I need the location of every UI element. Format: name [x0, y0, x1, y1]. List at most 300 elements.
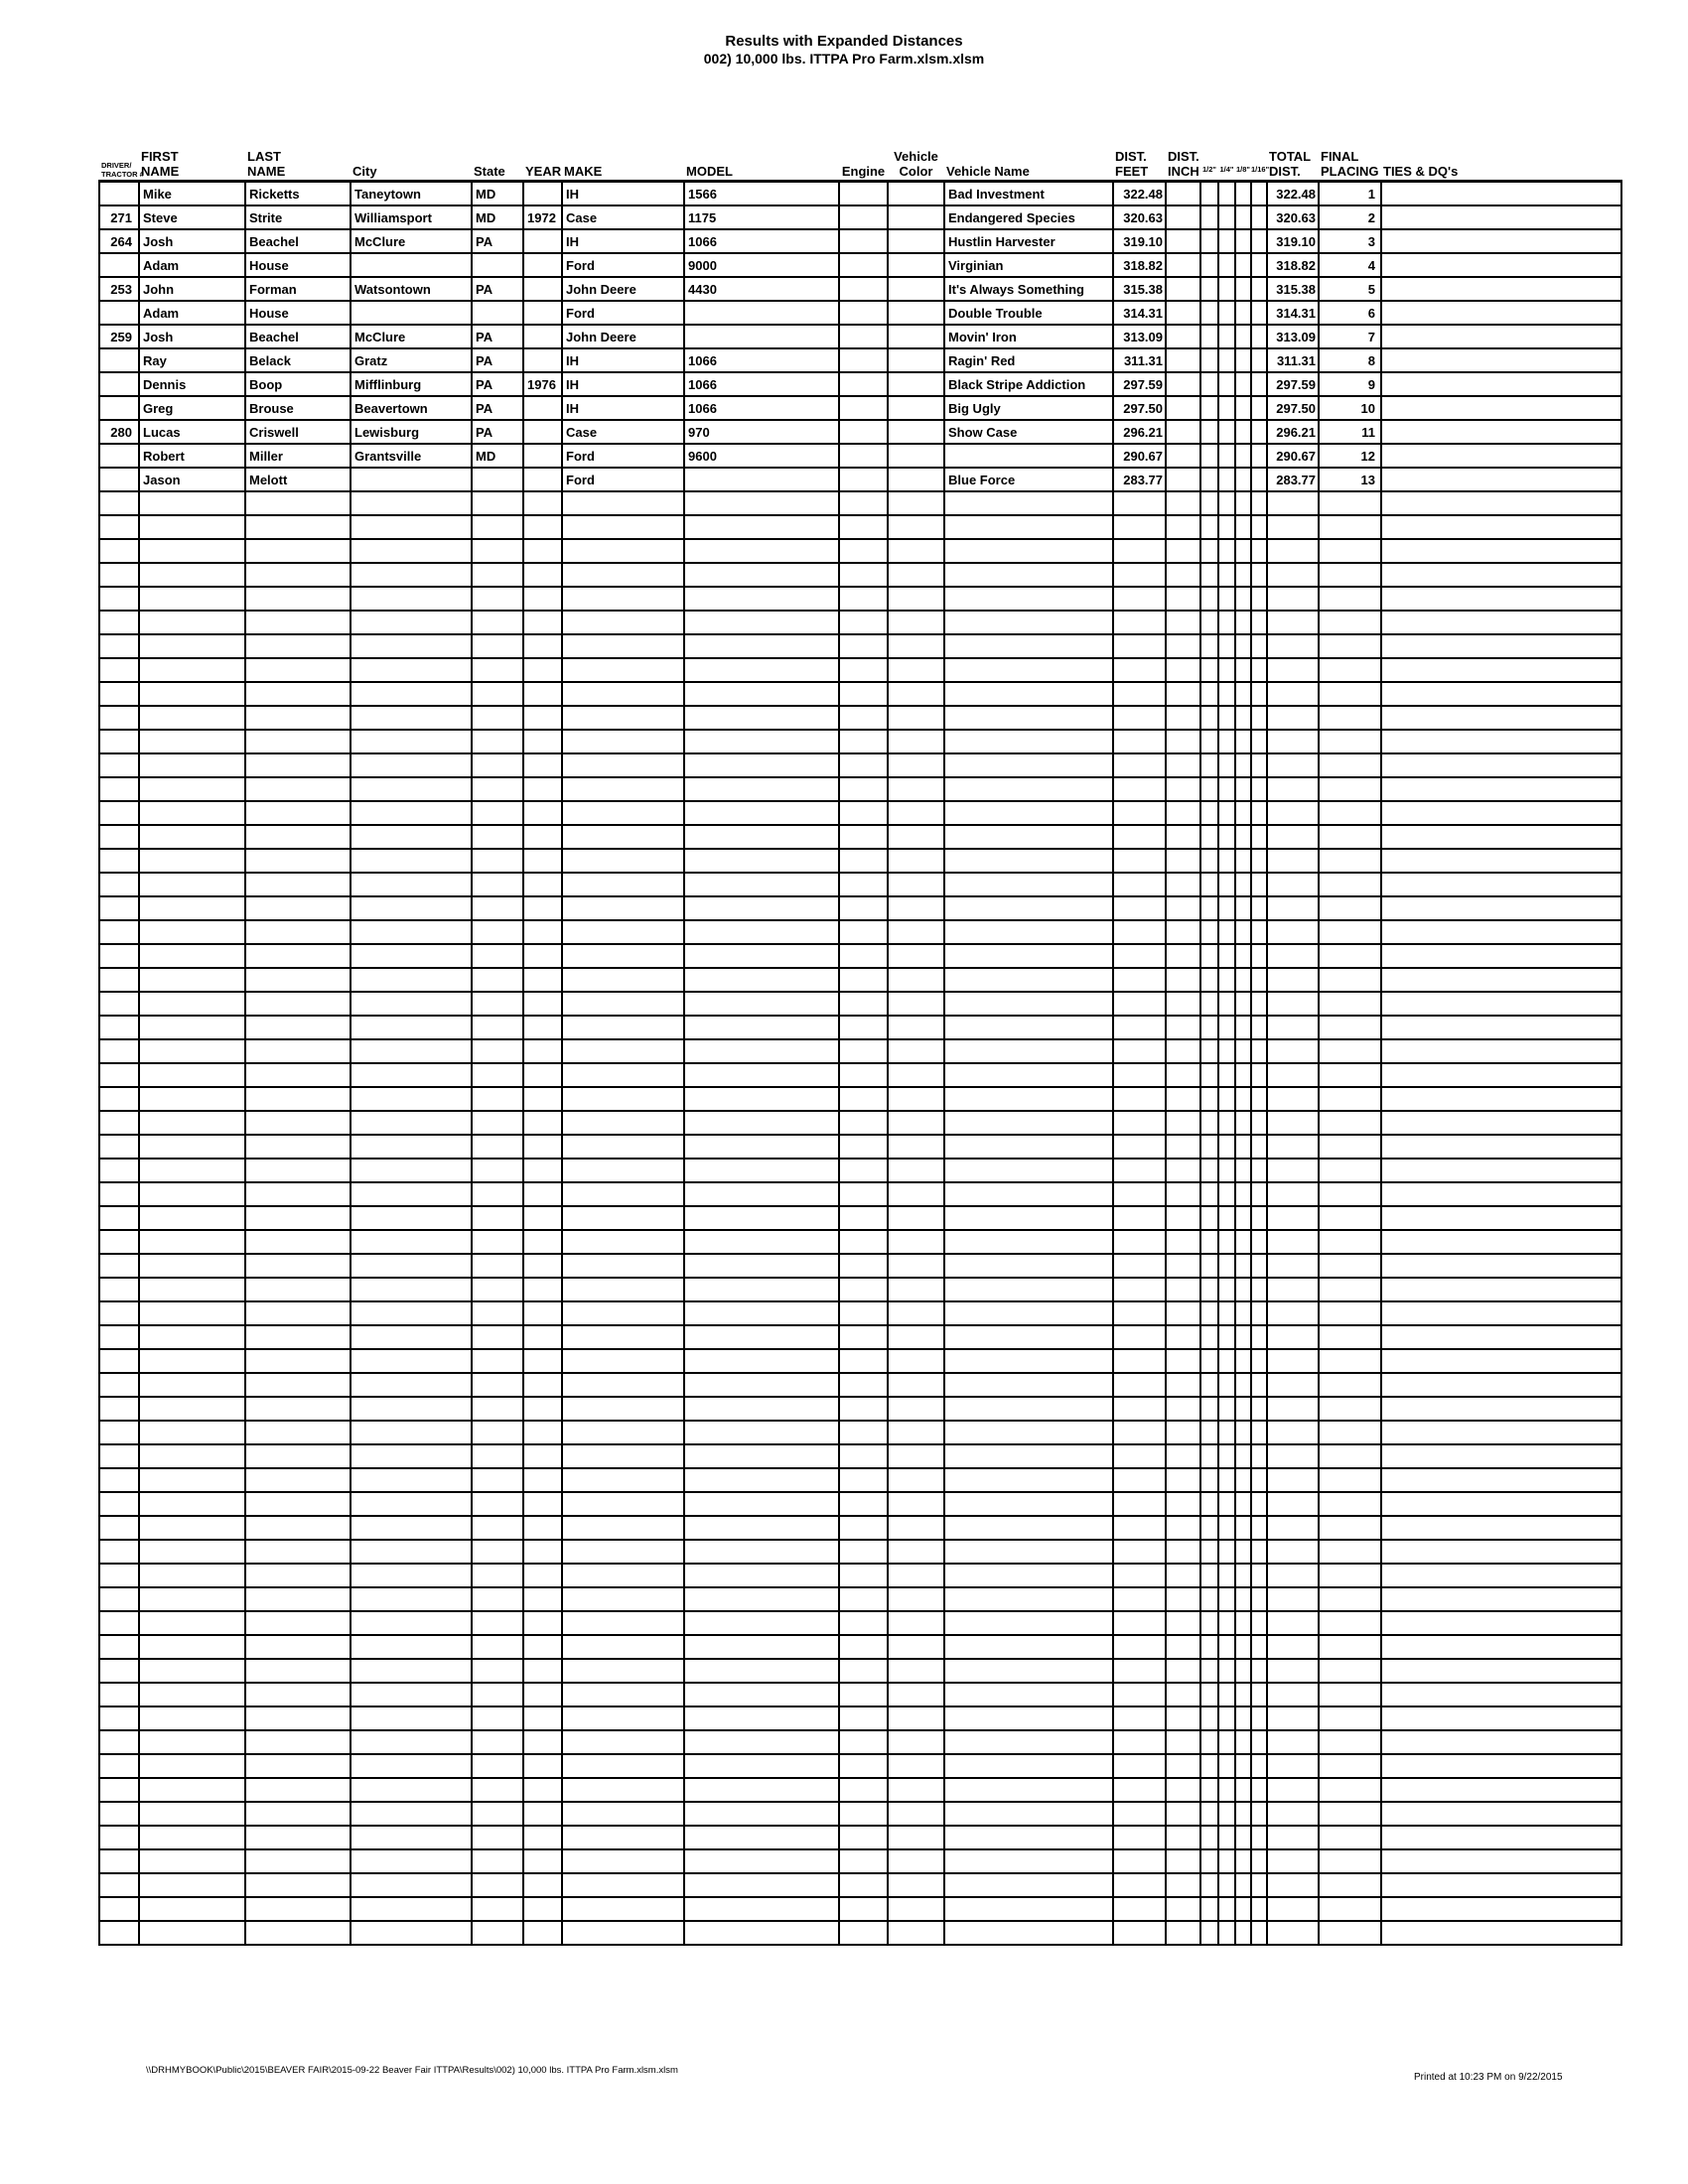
cell-f4: [1218, 1706, 1235, 1730]
cell-state: [472, 1492, 523, 1516]
cell-inch: [1166, 468, 1200, 491]
cell-city: [351, 539, 472, 563]
cell-model: [684, 1873, 839, 1897]
cell-color: [888, 1111, 944, 1135]
cell-inch: [1166, 801, 1200, 825]
cell-f16: [1251, 182, 1267, 206]
cell-placing: [1319, 1826, 1381, 1849]
cell-color: [888, 1039, 944, 1063]
cell-model: [684, 896, 839, 920]
cell-driver: 264: [99, 229, 139, 253]
cell-placing: 10: [1319, 396, 1381, 420]
cell-placing: 6: [1319, 301, 1381, 325]
cell-feet: 314.31: [1113, 301, 1166, 325]
cell-ties: [1381, 1111, 1621, 1135]
cell-state: [472, 539, 523, 563]
cell-driver: [99, 468, 139, 491]
cell-color: [888, 1492, 944, 1516]
cell-f16: [1251, 205, 1267, 229]
cell-state: [472, 301, 523, 325]
cell-inch: [1166, 563, 1200, 587]
cell-make: [562, 1587, 684, 1611]
cell-total: [1267, 1373, 1319, 1397]
cell-state: [472, 682, 523, 706]
cell-state: [472, 1778, 523, 1802]
cell-city: [351, 1802, 472, 1826]
cell-make: Ford: [562, 301, 684, 325]
cell-year: [523, 1016, 562, 1039]
cell-state: [472, 1397, 523, 1421]
cell-feet: [1113, 1468, 1166, 1492]
cell-f2: [1200, 1849, 1218, 1873]
cell-total: [1267, 587, 1319, 611]
cell-make: [562, 920, 684, 944]
cell-make: IH: [562, 182, 684, 206]
cell-f4: [1218, 1135, 1235, 1159]
cell-f2: [1200, 1540, 1218, 1564]
cell-feet: [1113, 801, 1166, 825]
cell-make: [562, 1849, 684, 1873]
cell-state: [472, 658, 523, 682]
cell-f2: [1200, 1611, 1218, 1635]
empty-row: [99, 1778, 1621, 1802]
empty-row: [99, 1754, 1621, 1778]
cell-state: [472, 801, 523, 825]
cell-ties: [1381, 1397, 1621, 1421]
cell-f16: [1251, 301, 1267, 325]
cell-name: [944, 1897, 1113, 1921]
cell-f2: [1200, 730, 1218, 753]
cell-f8: [1235, 396, 1251, 420]
cell-f2: [1200, 1325, 1218, 1349]
cell-city: [351, 1516, 472, 1540]
header-name: Vehicle Name: [944, 104, 1113, 182]
cell-color: [888, 396, 944, 420]
cell-color: [888, 301, 944, 325]
cell-total: [1267, 1206, 1319, 1230]
cell-last: [245, 491, 351, 515]
header-row: [99, 104, 1621, 182]
cell-name: [944, 1921, 1113, 1945]
cell-color: [888, 491, 944, 515]
cell-f2: [1200, 1754, 1218, 1778]
cell-f8: [1235, 1063, 1251, 1087]
cell-color: [888, 1587, 944, 1611]
cell-inch: [1166, 825, 1200, 849]
cell-f8: [1235, 920, 1251, 944]
cell-inch: [1166, 1444, 1200, 1468]
cell-engine: [839, 563, 888, 587]
cell-f4: [1218, 1873, 1235, 1897]
cell-color: [888, 1683, 944, 1706]
cell-f2: [1200, 301, 1218, 325]
cell-model: [684, 325, 839, 348]
cell-placing: [1319, 1397, 1381, 1421]
cell-f2: [1200, 205, 1218, 229]
cell-color: [888, 1230, 944, 1254]
cell-f2: [1200, 1683, 1218, 1706]
cell-f16: [1251, 968, 1267, 992]
cell-inch: [1166, 1492, 1200, 1516]
empty-row: [99, 825, 1621, 849]
cell-first: [139, 1826, 245, 1849]
page-title: [0, 33, 1688, 68]
cell-feet: [1113, 1373, 1166, 1397]
cell-city: [351, 1492, 472, 1516]
cell-f16: [1251, 1492, 1267, 1516]
cell-color: [888, 587, 944, 611]
cell-city: [351, 1063, 472, 1087]
cell-f4: [1218, 1254, 1235, 1278]
cell-state: MD: [472, 444, 523, 468]
cell-first: [139, 1135, 245, 1159]
cell-last: [245, 1373, 351, 1397]
cell-color: [888, 825, 944, 849]
cell-f2: [1200, 396, 1218, 420]
cell-f16: [1251, 753, 1267, 777]
cell-engine: [839, 277, 888, 301]
cell-f4: [1218, 753, 1235, 777]
cell-engine: [839, 706, 888, 730]
cell-f2: [1200, 515, 1218, 539]
cell-f8: [1235, 1706, 1251, 1730]
cell-f16: [1251, 1397, 1267, 1421]
cell-year: [523, 1706, 562, 1730]
cell-driver: [99, 658, 139, 682]
cell-engine: [839, 1635, 888, 1659]
cell-year: [523, 1039, 562, 1063]
cell-driver: [99, 1301, 139, 1325]
cell-ties: [1381, 1802, 1621, 1826]
table-row: [99, 182, 1621, 206]
cell-name: Endangered Species: [944, 205, 1113, 229]
cell-f2: [1200, 1230, 1218, 1254]
cell-color: [888, 277, 944, 301]
cell-driver: [99, 348, 139, 372]
cell-city: [351, 1325, 472, 1349]
cell-color: [888, 1730, 944, 1754]
cell-engine: [839, 1802, 888, 1826]
cell-driver: [99, 968, 139, 992]
empty-row: [99, 1611, 1621, 1635]
cell-feet: [1113, 658, 1166, 682]
cell-name: Hustlin Harvester: [944, 229, 1113, 253]
cell-placing: [1319, 611, 1381, 634]
empty-row: [99, 1802, 1621, 1826]
cell-name: [944, 1421, 1113, 1444]
cell-year: [523, 1230, 562, 1254]
cell-feet: 283.77: [1113, 468, 1166, 491]
cell-name: Bad Investment: [944, 182, 1113, 206]
cell-driver: [99, 1159, 139, 1182]
cell-ties: [1381, 1516, 1621, 1540]
empty-row: [99, 1230, 1621, 1254]
empty-row: [99, 1873, 1621, 1897]
empty-row: [99, 1325, 1621, 1349]
cell-last: [245, 1611, 351, 1635]
cell-f2: [1200, 1087, 1218, 1111]
cell-model: [684, 1516, 839, 1540]
cell-f2: [1200, 325, 1218, 348]
cell-city: [351, 468, 472, 491]
cell-inch: [1166, 277, 1200, 301]
cell-f8: [1235, 1802, 1251, 1826]
cell-city: [351, 563, 472, 587]
cell-last: Ricketts: [245, 182, 351, 206]
cell-model: [684, 753, 839, 777]
cell-ties: [1381, 1278, 1621, 1301]
cell-total: [1267, 1159, 1319, 1182]
cell-placing: [1319, 849, 1381, 873]
cell-f16: [1251, 1444, 1267, 1468]
cell-f8: [1235, 611, 1251, 634]
cell-f4: [1218, 1540, 1235, 1564]
cell-first: [139, 1301, 245, 1325]
cell-inch: [1166, 1135, 1200, 1159]
cell-last: [245, 1301, 351, 1325]
cell-total: [1267, 1444, 1319, 1468]
cell-model: [684, 1540, 839, 1564]
cell-state: [472, 920, 523, 944]
empty-row: [99, 658, 1621, 682]
cell-placing: 7: [1319, 325, 1381, 348]
empty-row: [99, 1444, 1621, 1468]
cell-inch: [1166, 1111, 1200, 1135]
cell-feet: [1113, 968, 1166, 992]
cell-engine: [839, 1230, 888, 1254]
cell-name: Double Trouble: [944, 301, 1113, 325]
cell-name: [944, 1468, 1113, 1492]
cell-color: [888, 1635, 944, 1659]
cell-placing: [1319, 706, 1381, 730]
cell-last: [245, 992, 351, 1016]
cell-driver: [99, 1730, 139, 1754]
cell-model: [684, 1111, 839, 1135]
empty-row: [99, 1706, 1621, 1730]
cell-ties: [1381, 1706, 1621, 1730]
cell-driver: [99, 1873, 139, 1897]
cell-ties: [1381, 658, 1621, 682]
cell-f16: [1251, 563, 1267, 587]
cell-last: [245, 1325, 351, 1349]
cell-f8: [1235, 706, 1251, 730]
cell-f2: [1200, 1301, 1218, 1325]
cell-f4: [1218, 1659, 1235, 1683]
empty-row: [99, 539, 1621, 563]
cell-f8: [1235, 348, 1251, 372]
cell-f16: [1251, 468, 1267, 491]
cell-last: Miller: [245, 444, 351, 468]
cell-f4: [1218, 587, 1235, 611]
cell-make: [562, 825, 684, 849]
cell-f2: [1200, 1135, 1218, 1159]
cell-city: [351, 896, 472, 920]
table-row: [99, 277, 1621, 301]
cell-placing: [1319, 1492, 1381, 1516]
cell-city: [351, 706, 472, 730]
cell-year: [523, 1278, 562, 1301]
cell-first: [139, 1444, 245, 1468]
cell-first: [139, 1087, 245, 1111]
cell-model: [684, 825, 839, 849]
header-engine: Engine: [839, 104, 888, 182]
cell-total: [1267, 1683, 1319, 1706]
cell-placing: [1319, 1278, 1381, 1301]
cell-f8: [1235, 563, 1251, 587]
cell-f16: [1251, 1587, 1267, 1611]
cell-f8: [1235, 849, 1251, 873]
cell-engine: [839, 992, 888, 1016]
cell-first: [139, 1659, 245, 1683]
cell-color: [888, 1016, 944, 1039]
cell-color: [888, 1540, 944, 1564]
cell-first: [139, 491, 245, 515]
cell-total: [1267, 1587, 1319, 1611]
cell-first: [139, 682, 245, 706]
cell-total: [1267, 1778, 1319, 1802]
cell-state: [472, 587, 523, 611]
cell-inch: [1166, 1397, 1200, 1421]
cell-ties: [1381, 1611, 1621, 1635]
cell-driver: [99, 491, 139, 515]
cell-placing: [1319, 968, 1381, 992]
cell-state: [472, 1016, 523, 1039]
cell-driver: [99, 1230, 139, 1254]
cell-state: [472, 1349, 523, 1373]
cell-ties: [1381, 920, 1621, 944]
cell-f2: [1200, 920, 1218, 944]
cell-f8: [1235, 1421, 1251, 1444]
cell-name: [944, 706, 1113, 730]
cell-model: [684, 658, 839, 682]
cell-first: [139, 1611, 245, 1635]
cell-feet: [1113, 1873, 1166, 1897]
cell-driver: [99, 1373, 139, 1397]
cell-feet: 319.10: [1113, 229, 1166, 253]
cell-engine: [839, 1468, 888, 1492]
cell-placing: 11: [1319, 420, 1381, 444]
cell-year: 1972: [523, 205, 562, 229]
cell-last: [245, 682, 351, 706]
cell-make: [562, 1039, 684, 1063]
cell-inch: [1166, 1325, 1200, 1349]
empty-row: [99, 1301, 1621, 1325]
empty-row: [99, 1921, 1621, 1945]
header-model: MODEL: [684, 104, 839, 182]
cell-f16: [1251, 1230, 1267, 1254]
cell-first: [139, 1016, 245, 1039]
cell-placing: [1319, 873, 1381, 896]
cell-city: [351, 1587, 472, 1611]
cell-color: [888, 1897, 944, 1921]
cell-state: [472, 563, 523, 587]
cell-total: 320.63: [1267, 205, 1319, 229]
cell-placing: [1319, 1016, 1381, 1039]
cell-placing: [1319, 1111, 1381, 1135]
cell-last: House: [245, 301, 351, 325]
cell-state: [472, 1278, 523, 1301]
cell-f2: [1200, 1826, 1218, 1849]
cell-inch: [1166, 229, 1200, 253]
cell-first: [139, 515, 245, 539]
cell-year: [523, 825, 562, 849]
cell-f2: [1200, 468, 1218, 491]
cell-ties: [1381, 1301, 1621, 1325]
cell-driver: [99, 873, 139, 896]
cell-f2: [1200, 491, 1218, 515]
cell-ties: [1381, 611, 1621, 634]
cell-driver: 253: [99, 277, 139, 301]
cell-f8: [1235, 1039, 1251, 1063]
cell-f2: [1200, 1349, 1218, 1373]
cell-color: [888, 1182, 944, 1206]
cell-make: [562, 801, 684, 825]
cell-ties: [1381, 1540, 1621, 1564]
cell-inch: [1166, 1087, 1200, 1111]
cell-driver: [99, 1826, 139, 1849]
cell-feet: 296.21: [1113, 420, 1166, 444]
cell-inch: [1166, 992, 1200, 1016]
cell-model: [684, 515, 839, 539]
cell-total: [1267, 1706, 1319, 1730]
cell-f2: [1200, 1159, 1218, 1182]
cell-f8: [1235, 1873, 1251, 1897]
cell-f16: [1251, 396, 1267, 420]
cell-first: [139, 1373, 245, 1397]
cell-color: [888, 1206, 944, 1230]
cell-f16: [1251, 539, 1267, 563]
cell-state: [472, 1873, 523, 1897]
cell-f4: [1218, 1278, 1235, 1301]
cell-engine: [839, 873, 888, 896]
cell-color: [888, 1754, 944, 1778]
cell-f8: [1235, 277, 1251, 301]
cell-total: [1267, 706, 1319, 730]
cell-engine: [839, 1587, 888, 1611]
cell-city: [351, 1564, 472, 1587]
empty-row: [99, 1564, 1621, 1587]
cell-total: [1267, 634, 1319, 658]
cell-f4: [1218, 1039, 1235, 1063]
cell-total: [1267, 1635, 1319, 1659]
cell-last: [245, 563, 351, 587]
cell-driver: [99, 1254, 139, 1278]
cell-first: [139, 1397, 245, 1421]
cell-make: [562, 753, 684, 777]
cell-inch: [1166, 372, 1200, 396]
cell-first: [139, 1921, 245, 1945]
cell-color: [888, 229, 944, 253]
cell-make: [562, 1373, 684, 1397]
cell-f2: [1200, 1421, 1218, 1444]
cell-state: [472, 1706, 523, 1730]
cell-total: [1267, 1254, 1319, 1278]
cell-city: [351, 801, 472, 825]
cell-year: [523, 277, 562, 301]
cell-year: [523, 1754, 562, 1778]
cell-f4: [1218, 1087, 1235, 1111]
cell-last: [245, 1206, 351, 1230]
cell-first: [139, 1230, 245, 1254]
cell-name: [944, 1206, 1113, 1230]
cell-color: [888, 420, 944, 444]
cell-city: [351, 1849, 472, 1873]
cell-make: [562, 1802, 684, 1826]
cell-color: [888, 1254, 944, 1278]
table-row: [99, 420, 1621, 444]
cell-inch: [1166, 1182, 1200, 1206]
cell-f4: [1218, 1016, 1235, 1039]
